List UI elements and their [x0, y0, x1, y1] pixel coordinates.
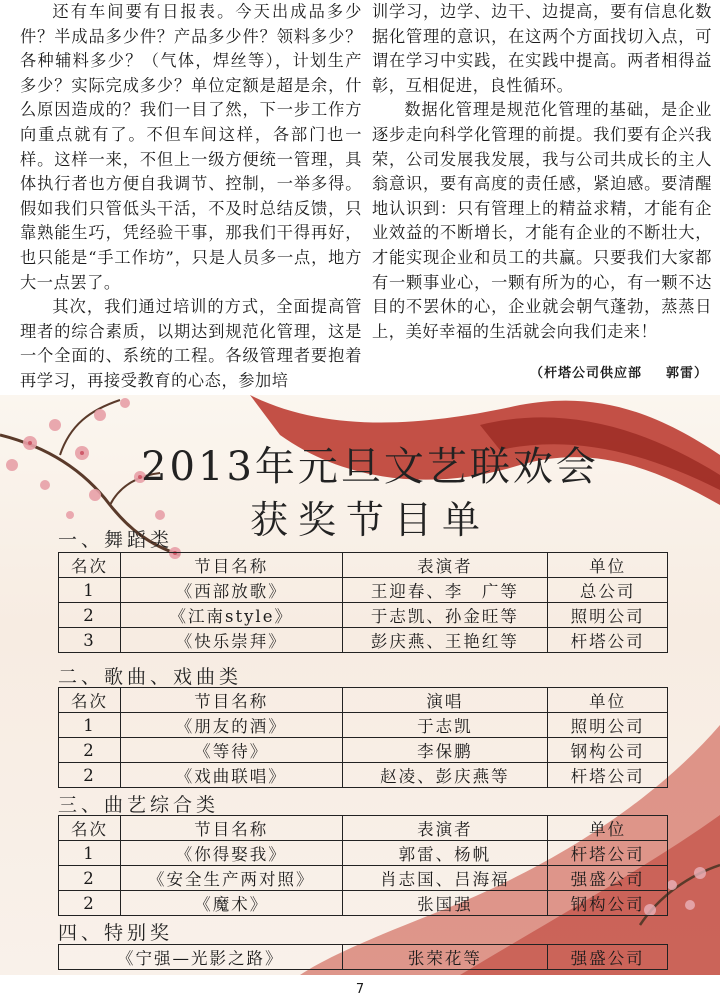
- cell-program: 《戏曲联唱》: [120, 763, 342, 788]
- table-row: [59, 763, 668, 788]
- col-header-rank: 名次: [59, 816, 121, 841]
- cell-unit: 强盛公司: [548, 945, 668, 970]
- cell-rank: 1: [59, 713, 121, 738]
- cell-rank: 1: [59, 578, 121, 603]
- cell-program: 《安全生产两对照》: [120, 866, 342, 891]
- cell-rank: 2: [59, 891, 121, 916]
- paragraph: 训学习，边学、边干、边提高，要有信息化数据化管理的意识，在这两个方面找切入点，可谓在学习中实践，在实践中提高。两者相得益彰，互相促进，良性循环。: [372, 2, 712, 95]
- cell-program: 《快乐崇拜》: [120, 628, 342, 653]
- poster-subtitle: 获奖节目单: [249, 498, 490, 542]
- award-poster: [0, 395, 720, 975]
- col-header-program: 节目名称: [120, 688, 342, 713]
- cell-unit: 总公司: [548, 578, 668, 603]
- cell-performer: 赵凌、彭庆燕等: [342, 763, 548, 788]
- section-heading-special: 四、特别奖: [58, 922, 174, 944]
- poster-title: 2013年元旦文艺联欢会: [141, 444, 599, 490]
- cell-performer: 肖志国、吕海福: [342, 866, 548, 891]
- cell-program: 《等待》: [120, 738, 342, 763]
- col-header-program: 节目名称: [120, 553, 342, 578]
- section-heading-dance: 一、舞蹈类: [58, 529, 174, 551]
- col-header-performer: 表演者: [342, 816, 548, 841]
- cell-program: 《江南style》: [120, 603, 342, 628]
- table-header-row: [59, 688, 668, 713]
- cell-rank: 3: [59, 628, 121, 653]
- cell-program: 《朋友的酒》: [120, 713, 342, 738]
- cell-unit: 照明公司: [548, 603, 668, 628]
- cell-performer: 李保鹏: [342, 738, 548, 763]
- cell-unit: 杆塔公司: [548, 763, 668, 788]
- table-row: [59, 891, 668, 916]
- cell-rank: 2: [59, 866, 121, 891]
- col-header-unit: 单位: [548, 553, 668, 578]
- paragraph: 其次，我们通过培训的方式，全面提高管理者的综合素质，以期达到规范化管理，这是一个全面的、系统的工程。各级管理者要抱着再学习，再接受教育的心态，参加培: [20, 297, 362, 390]
- cell-program: 《魔术》: [120, 891, 342, 916]
- cell-program: 《宁强—光影之路》: [59, 945, 343, 970]
- col-header-program: 节目名称: [120, 816, 342, 841]
- col-header-rank: 名次: [59, 688, 121, 713]
- table-row: [59, 866, 668, 891]
- article: [0, 0, 720, 388]
- cell-rank: 2: [59, 603, 121, 628]
- cell-unit: 杆塔公司: [548, 628, 668, 653]
- table-row: [59, 578, 668, 603]
- cell-unit: 杆塔公司: [548, 841, 668, 866]
- cell-performer: 张国强: [342, 891, 548, 916]
- paragraph: 数据化管理是规范化管理的基础，是企业逐步走向科学化管理的前提。我们要有企兴我荣，公司发展我发展，我与公司共成长的主人翁意识，要有高度的责任感，紧迫感。要清醒地认识到：只有管理上的精益求精，才能有企业效益的不断增长，才能有企业的不断壮大，才能实现企业和员工的共赢。只要我们大家都有一颗事业心，一颗有所为的心，有一颗不达目的不罢休的心，企业就会朝气蓬勃，蒸蒸日上，美好幸福的生活就会向我们走来！: [372, 100, 712, 341]
- table-row: [59, 603, 668, 628]
- cell-program: 《西部放歌》: [120, 578, 342, 603]
- cell-performer: 王迎春、李 广等: [342, 578, 548, 603]
- byline-author: 郭雷）: [665, 366, 708, 381]
- cell-program: 《你得娶我》: [120, 841, 342, 866]
- paragraph: 还有车间要有日报表。今天出成品多少件？半成品多少件？产品多少件？领料多少？各种辅料多少？（气体，焊丝等），计划生产多少？实际完成多少？单位定额是超是余，什么原因造成的？我们一目了然，下一步工作方向重点就有了。不但车间这样，各部门也一样。这样一来，不但上一级方便统一管理，具体执行者也方便自我调节、控制，一举多得。假如我们只管低头干活，不及时总结反馈，只靠熟能生巧，凭经验干事，那我们干得再好，也只能是“手工作坊”，只是人员多一点，地方大一点罢了。: [20, 2, 362, 292]
- page-number: 7: [355, 982, 365, 997]
- cell-performer: 郭雷、杨帆: [342, 841, 548, 866]
- col-header-performer: 表演者: [342, 553, 548, 578]
- article-right-column: [372, 0, 712, 344]
- table-row: [59, 628, 668, 653]
- table-row: [59, 841, 668, 866]
- cell-rank: 2: [59, 738, 121, 763]
- col-header-singer: 演唱: [342, 688, 548, 713]
- award-table-special: [58, 944, 668, 970]
- award-table-dance: [58, 552, 668, 653]
- table-row: [59, 713, 668, 738]
- cell-unit: 强盛公司: [548, 866, 668, 891]
- cell-unit: 钢构公司: [548, 738, 668, 763]
- article-left-column: [20, 0, 362, 394]
- cell-rank: 1: [59, 841, 121, 866]
- award-table-song-opera: [58, 687, 668, 788]
- cell-unit: 钢构公司: [548, 891, 668, 916]
- cell-performer: 于志凯: [342, 713, 548, 738]
- byline: [530, 362, 708, 381]
- table-row: [59, 945, 668, 970]
- byline-unit: （杆塔公司供应部: [529, 366, 642, 381]
- cell-performer: 于志凯、孙金旺等: [342, 603, 548, 628]
- col-header-unit: 单位: [548, 816, 668, 841]
- table-header-row: [59, 553, 668, 578]
- cell-unit: 照明公司: [548, 713, 668, 738]
- cell-performer: 彭庆燕、王艳红等: [342, 628, 548, 653]
- col-header-rank: 名次: [59, 553, 121, 578]
- section-heading-variety: 三、曲艺综合类: [58, 794, 220, 816]
- cell-rank: 2: [59, 763, 121, 788]
- table-header-row: [59, 816, 668, 841]
- cell-performer: 张荣花等: [342, 945, 548, 970]
- table-row: [59, 738, 668, 763]
- col-header-unit: 单位: [548, 688, 668, 713]
- section-heading-song-opera: 二、歌曲、戏曲类: [58, 666, 243, 688]
- award-table-variety: [58, 815, 668, 916]
